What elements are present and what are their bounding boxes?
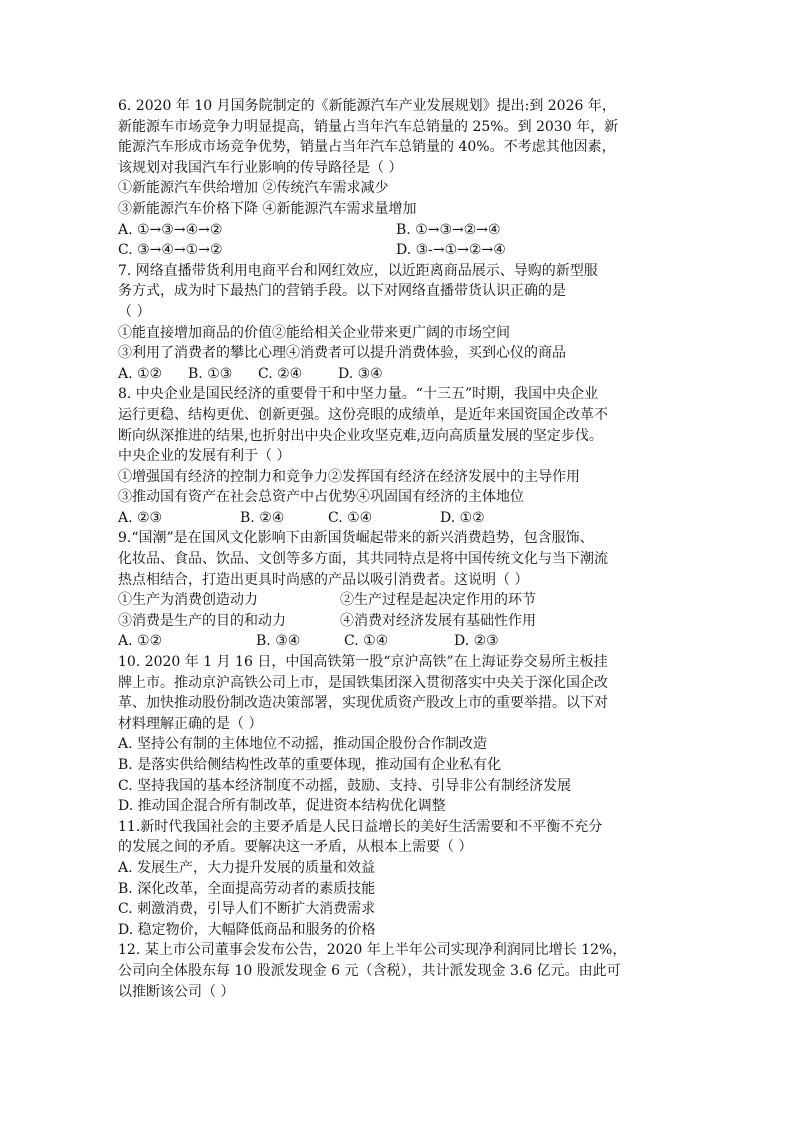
option-d: D. ③-→①→②→④: [396, 242, 506, 259]
option-c: C. 刺激消费，引导人们不断扩大消费需求: [118, 901, 376, 918]
question-stem-line: 断向纵深推进的结果,也折射出中央企业攻坚克难,迈向高质量发展的坚定步伐。: [118, 427, 603, 444]
statement-line: ①能直接增加商品的价值②能给相关企业带来更广阔的市场空间: [118, 324, 510, 341]
question-stem-line: 热点相结合，打造出更具时尚感的产品以吸引消费者。这说明（ ）: [118, 571, 529, 588]
question-stem-line: 9.“国潮”是在国风文化影响下由新国货崛起带来的新兴消费趋势，包含服饰、: [118, 530, 594, 547]
question-stem-line: 该规划对我国汽车行业影响的传导路径是（ ）: [118, 159, 403, 176]
option-row: [118, 364, 678, 385]
question-stem-line: 新能源车市场竞争力明显提高，销量占当年汽车总销量的 25%。到 2030 年，新: [118, 118, 619, 135]
question-stem-line: （ ）: [118, 303, 151, 320]
statement-row: [118, 590, 678, 611]
statement-row: [118, 611, 678, 632]
question-stem-line: 的发展之间的矛盾。要解决这一矛盾，从根本上需要（ ）: [118, 839, 473, 856]
question-stem-line: 中央企业的发展有利于（ ）: [118, 448, 291, 465]
statement-2: ②生产过程是起决定作用的环节: [340, 592, 536, 609]
option-c: C. ②④: [258, 365, 303, 382]
question-stem-line: 8. 中央企业是国民经济的重要骨干和中坚力量。“十三五”时期，我国中央企业: [118, 386, 599, 403]
exam-page: [118, 96, 678, 1002]
question-9: [118, 528, 678, 652]
option-c: C. 坚持我国的基本经济制度不动摇，鼓励、支持、引导非公有制经济发展: [118, 777, 572, 794]
question-stem-line: 12. 某上市公司董事会发布公告，2020 年上半年公司实现净利润同比增长 12%，: [118, 942, 627, 959]
question-7: [118, 261, 678, 385]
question-stem-line: 材料理解正确的是（ ）: [118, 715, 263, 732]
option-row: [118, 631, 678, 652]
option-d: D. ③④: [338, 365, 383, 382]
option-row: [118, 220, 678, 241]
statement-3: ③消费是生产的目的和动力: [118, 612, 286, 629]
option-d: D. ①②: [440, 509, 485, 526]
option-a: A. 坚持公有制的主体地位不动摇，推动国企股份合作制改造: [118, 736, 488, 753]
statement-line: ③推动国有资产在社会总资产中占优势④巩固国有经济的主体地位: [118, 489, 524, 506]
option-d: D. 推动国企混合所有制改革，促进资本结构优化调整: [118, 798, 446, 815]
question-stem-line: 务方式，成为时下最热门的营销手段。以下对网络直播带货认识正确的是: [118, 283, 566, 300]
question-stem-line: 以推断该公司（ ）: [118, 983, 235, 1000]
statement-line: ③新能源汽车价格下降 ④新能源汽车需求量增加: [118, 200, 417, 217]
question-12: [118, 940, 678, 1002]
option-d: D. 稳定物价，大幅降低商品和服务的价格: [118, 921, 376, 938]
statement-line: ①增强国有经济的控制力和竞争力②发挥国有经济在经济发展中的主导作用: [118, 468, 580, 485]
question-stem-line: 6. 2020 年 10 月国务院制定的《新能源汽车产业发展规划》提出:到 2026 年，: [118, 98, 616, 114]
option-b: B. ②④: [240, 509, 285, 526]
question-stem-line: 运行更稳、结构更优、创新更强。这份亮眼的成绩单，是近年来国资国企改革不: [118, 406, 608, 423]
option-a: A. ①②: [118, 365, 163, 382]
option-c: C. ③→④→①→②: [118, 242, 223, 259]
question-stem-line: 革、加快推动股份制改造决策部署，实现优质资产股改上市的重要举措。以下对: [118, 695, 608, 712]
option-a: A. ①②: [118, 633, 163, 650]
question-stem-line: 公司向全体股东每 10 股派发现金 6 元（含税），共计派发现金 3.6 亿元。由此可: [118, 962, 621, 979]
option-b: B. ③④: [256, 633, 301, 650]
option-b: B. ①③: [188, 365, 233, 382]
option-b: B. ①→③→②→④: [396, 221, 501, 238]
question-6: [118, 96, 678, 261]
option-c: C. ①④: [344, 633, 389, 650]
statement-line: ①新能源汽车供给增加 ②传统汽车需求减少: [118, 180, 389, 197]
option-a: A. ②③: [118, 509, 163, 526]
statement-line: ③利用了消费者的攀比心理④消费者可以提升消费体验，买到心仪的商品: [118, 345, 566, 362]
option-d: D. ②③: [454, 633, 499, 650]
question-stem-line: 化妆品、食品、饮品、文创等多方面，其共同特点是将中国传统文化与当下潮流: [118, 551, 608, 568]
question-10: [118, 652, 678, 817]
option-b: B. 是落实供给侧结构性改革的重要体现，推动国有企业私有化: [118, 757, 502, 773]
option-a: A. 发展生产，大力提升发展的质量和效益: [118, 859, 376, 876]
question-stem-line: 11.新时代我国社会的主要矛盾是人民日益增长的美好生活需要和不平衡不充分: [118, 818, 603, 835]
question-stem-line: 能源汽车形成市场竞争优势，销量占当年汽车总销量的 40%。不考虑其他因素，: [118, 139, 616, 156]
statement-4: ④消费对经济发展有基础性作用: [340, 612, 536, 629]
option-b: B. 深化改革，全面提高劳动者的素质技能: [118, 880, 376, 897]
question-11: [118, 817, 678, 941]
question-stem-line: 10. 2020 年 1 月 16 日，中国高铁第一股“京沪高铁”在上海证券交易所主板挂: [118, 654, 608, 671]
option-a: A. ①→③→④→②: [118, 221, 223, 238]
option-c: C. ①④: [328, 509, 373, 526]
option-row: [118, 508, 678, 529]
question-8: [118, 384, 678, 528]
question-stem-line: 7. 网络直播带货利用电商平台和网红效应，以近距离商品展示、导购的新型服: [118, 262, 598, 279]
statement-1: ①生产为消费创造动力: [118, 592, 258, 609]
option-row: [118, 240, 678, 261]
question-stem-line: 牌上市。推动京沪高铁公司上市，是国铁集团深入贯彻落实中央关于深化国企改: [118, 674, 608, 691]
